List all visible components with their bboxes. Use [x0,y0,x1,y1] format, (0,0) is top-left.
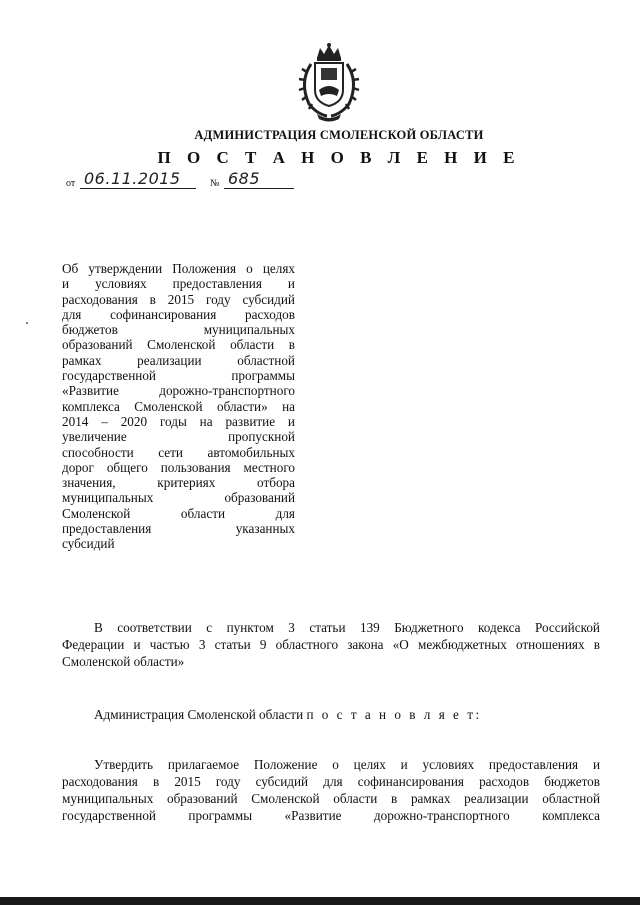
title-line: и условиях предоставления и [62,276,295,292]
paragraph-line: Смоленской области» [62,654,185,669]
paragraph-line: Утвердить прилагаемое Положение о целях и условиях предоставления и [94,757,600,772]
scan-bottom-edge [0,897,640,905]
title-line: государственной программы [62,368,295,384]
date-number-line [66,170,306,192]
title-line: рамках реализации областной [62,352,295,368]
number-underline [224,188,294,189]
paragraph-line [62,706,600,723]
title-line: «Развитие дорожно-транспортного [62,383,295,399]
title-line: расходования в 2015 году субсидий [62,291,295,307]
resolution-lead: Администрация Смоленской области [94,707,304,722]
preamble-paragraph [62,619,600,670]
handwritten-date: 06.11.2015 [84,169,181,188]
organization-name: АДМИНИСТРАЦИЯ СМОЛЕНСКОЙ ОБЛАСТИ [194,128,484,142]
title-line: субсидий [62,536,115,552]
paragraph-line: государственной программы «Развитие дорожно-транспортного комплекса [62,808,600,823]
title-line: предоставления указанных [62,521,295,537]
title-line: бюджетов муниципальных [62,322,295,338]
resolution-verb: п о с т а н о в л я е т: [306,707,482,722]
title-line: комплекса Смоленской области» на [62,398,295,414]
title-line: для софинансирования расходов [62,306,295,322]
title-line: образований Смоленской области в [62,337,295,353]
date-underline [80,188,196,189]
title-line: Об утверждении Положения о целях [62,261,295,276]
handwritten-number: 685 [228,169,261,188]
title-line: способности сети автомобильных [62,444,295,460]
paragraph-line: В соответствии с пунктом 3 статьи 139 Бюджетного кодекса Российской [94,620,600,635]
coat-of-arms-emblem [293,42,365,122]
title-line: увеличение пропускной [62,429,295,445]
title-line: значения, критериях отбора [62,475,295,491]
title-line: дорог общего пользования местного [62,459,295,475]
number-label: № [210,178,220,189]
paragraph-line: муниципальных образований Смоленской области в рамках реализации областной [62,791,600,806]
title-line: Смоленской области для [62,505,295,521]
approval-paragraph [62,756,600,824]
title-line: муниципальных образований [62,490,295,506]
document-type-heading: П О С Т А Н О В Л Е Н И Е [157,148,521,167]
date-from-label: от [66,178,76,189]
paragraph-line: расходования в 2015 году субсидий для софинансирования расходов бюджетов [62,774,600,789]
paragraph-line: Федерации и частью 3 статьи 9 областного закона «О межбюджетных отношениях в [62,637,600,652]
document-title [62,261,295,552]
title-line: 2014 – 2020 годы на развитие и [62,413,295,429]
resolution-paragraph [62,706,600,723]
scan-speck [26,322,28,324]
